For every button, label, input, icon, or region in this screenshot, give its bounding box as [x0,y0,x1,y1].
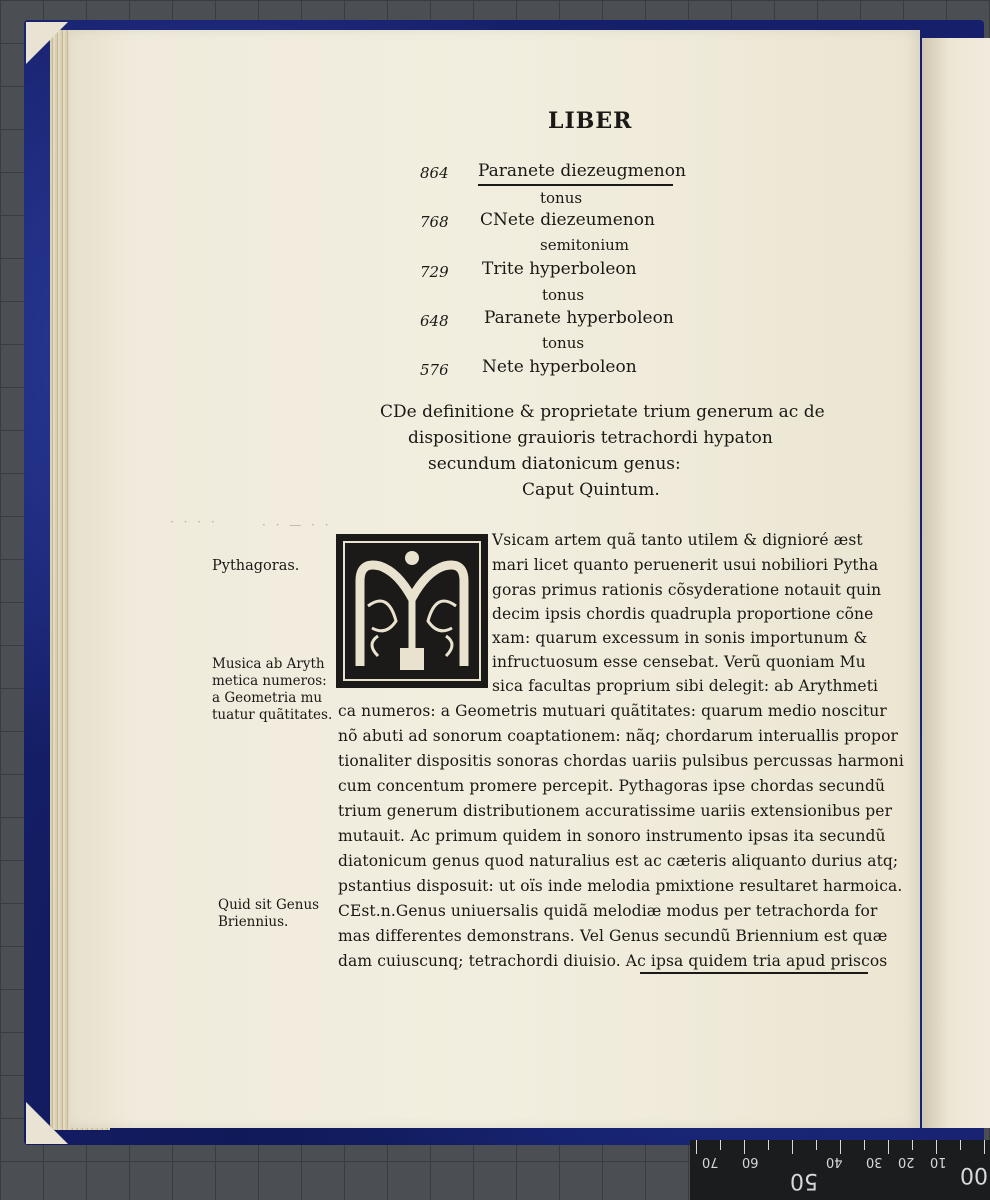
measuring-ruler [690,1140,990,1200]
chapter-heading-line: secundum diatonicum genus: [428,454,681,474]
chapter-heading-line: CDe definitione & proprietate trium generum ac de [380,402,825,422]
body-text-line: mari licet quanto peruenerit usui nobiliori Pytha [492,556,879,574]
scale-note: Paranete diezeugmenon [478,161,686,181]
body-text-line: trium generum distributionem accuratissime uariis extensionibus per [338,802,893,820]
margin-note-line: a Geometria mu [212,690,323,706]
body-text-line: infructuosum esse censebat. Verũ quoniam Mu [492,653,866,671]
body-text-line: sica facultas proprium sibi delegit: ab Arythmeti [492,677,879,695]
margin-note-line: Quid sit Genus [218,897,320,913]
ruler-number: 30 [866,1154,883,1169]
scale-number: 768 [420,213,449,231]
interval-label: tonus [542,334,585,352]
ruler-number: 60 [742,1154,759,1169]
margin-note-line: metica numeros: [212,673,327,689]
scale-note: CNete diezeumenon [480,210,655,230]
body-text-line: ca numeros: a Geometris mutuari quãtitates: quarum medio noscitur [338,702,887,720]
interval-label: tonus [542,286,585,304]
chapter-heading-line: dispositione grauioris tetrachordi hypaton [408,428,773,448]
decorated-initial-m [336,534,488,688]
facing-page [922,38,990,1128]
body-text-line: mas differentes demonstrans. Vel Genus secundũ Briennium est quæ [338,927,888,945]
ruler-number: 50 [790,1168,818,1193]
scale-number: 864 [420,164,449,182]
scale-note: Nete hyperboleon [482,357,637,377]
show-through-mark: · · · · [170,515,218,529]
ruler-number: 70 [702,1154,719,1169]
margin-note-line: tuatur quãtitates. [212,707,333,723]
ornament-icon [338,536,486,686]
ruler-number: 40 [826,1154,843,1169]
body-text-line: xam: quarum excessum in sonis importunum & [492,629,868,647]
ruler-number: 20 [898,1154,915,1169]
scale-note: Paranete hyperboleon [484,308,674,328]
body-text-line: tionaliter dispositis sonoras chordas uariis pulsibus percussas harmoni [338,752,904,770]
margin-note-pythagoras: Pythagoras. [212,558,300,574]
body-text-line: Vsicam artem quã tanto utilem & dignioré æst [492,531,863,549]
body-text-line: cum concentum promere percepit. Pythagoras ipse chordas secundũ [338,777,886,795]
body-text-line: CEst.n.Genus uniuersalis quidã melodiæ modus per tetrachorda for [338,902,878,920]
scale-note: Trite hyperboleon [482,259,637,279]
chapter-title: Caput Quintum. [522,480,660,500]
body-text-line: mutauit. Ac primum quidem in sonoro instrumento ipsas ita secundũ [338,827,886,845]
body-text-line: decim ipsis chordis quadrupla proportione cõne [492,605,874,623]
scale-number: 576 [420,361,449,379]
margin-note-line: Musica ab Aryth [212,656,325,672]
ink-underline [478,184,673,186]
scale-number: 729 [420,263,449,281]
ink-underline [640,972,868,974]
cover-corner-bottom [26,1102,68,1144]
ruler-number: 00 [960,1162,988,1187]
scale-number: 648 [420,312,449,330]
body-text-line: dam cuiuscunq; tetrachordi diuisio. Ac ipsa quidem tria apud priscos [338,952,888,970]
interval-label: tonus [540,189,583,207]
body-text-line: nõ abuti ad sonorum coaptationem: nãq; chordarum interuallis propor [338,727,899,745]
page-header: LIBER [548,108,633,134]
margin-note-line: Briennius. [218,914,289,930]
cover-corner-top [26,22,68,64]
ruler-number: 10 [930,1154,947,1169]
body-text-line: diatonicum genus quod naturalius est ac cæteris aliquanto durius atq; [338,852,899,870]
body-text-line: pstantius disposuit: ut oïs inde melodia pmixtione resultaret harmoica. [338,877,903,895]
interval-label: semitonium [540,236,629,254]
body-text-line: goras primus rationis cõsyderatione notauit quin [492,581,882,599]
show-through-mark: · · — · · [262,518,332,532]
